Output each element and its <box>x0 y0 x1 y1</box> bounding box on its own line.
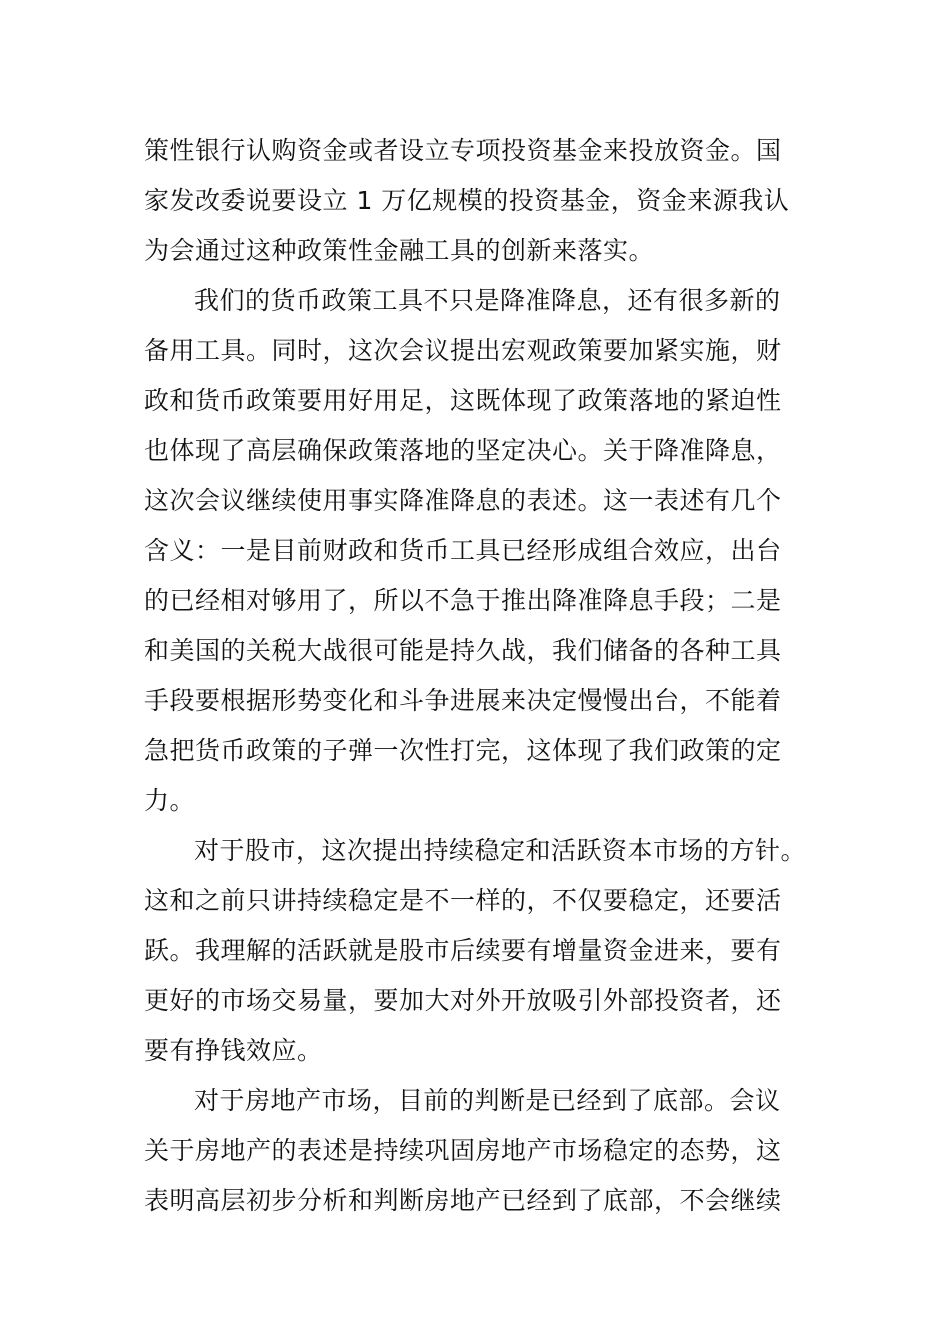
text-line: 政和货币政策要用好用足，这既体现了政策落地的紧迫性 <box>144 386 782 415</box>
body-text <box>144 126 810 1226</box>
text-line: 这次会议继续使用事实降准降息的表述。这一表述有几个 <box>144 486 782 515</box>
text-line: 跃。我理解的活跃就是股市后续要有增量资金进来，要有 <box>144 936 782 965</box>
text-line: 要有挣钱效应。 <box>144 1036 323 1065</box>
text-line: 急把货币政策的子弹一次性打完，这体现了我们政策的定 <box>144 736 782 765</box>
text-line: 的已经相对够用了，所以不急于推出降准降息手段；二是 <box>144 586 782 615</box>
text-line: 关于房地产的表述是持续巩固房地产市场稳定的态势，这 <box>144 1136 782 1165</box>
paragraph-first-line: 对于房地产市场，目前的判断是已经到了底部。会议 <box>194 1086 781 1115</box>
text-line: 表明高层初步分析和判断房地产已经到了底部，不会继续 <box>144 1186 782 1215</box>
text-line: 含义：一是目前财政和货币工具已经形成组合效应，出台 <box>144 536 782 565</box>
text-line: 手段要根据形势变化和斗争进展来决定慢慢出台，不能着 <box>144 686 782 715</box>
text-line: 也体现了高层确保政策落地的坚定决心。关于降准降息， <box>144 436 782 465</box>
text-line: 为会通过这种政策性金融工具的创新来落实。 <box>144 236 655 265</box>
text-line: 和美国的关税大战很可能是持久战，我们储备的各种工具 <box>144 636 782 665</box>
text-line: 备用工具。同时，这次会议提出宏观政策要加紧实施，财 <box>144 336 782 365</box>
paragraph-first-line: 我们的货币政策工具不只是降准降息，还有很多新的 <box>194 286 781 315</box>
paragraph-first-line: 对于股市，这次提出持续稳定和活跃资本市场的方针。 <box>194 836 807 865</box>
text-line: 力。 <box>144 786 196 815</box>
text-line: 策性银行认购资金或者设立专项投资基金来投放资金。国 <box>144 136 782 165</box>
text-line: 家发改委说要设立 1 万亿规模的投资基金，资金来源我认 <box>144 186 790 215</box>
text-line: 更好的市场交易量，要加大对外开放吸引外部投资者，还 <box>144 986 782 1015</box>
text-line: 这和之前只讲持续稳定是不一样的，不仅要稳定，还要活 <box>144 886 782 915</box>
